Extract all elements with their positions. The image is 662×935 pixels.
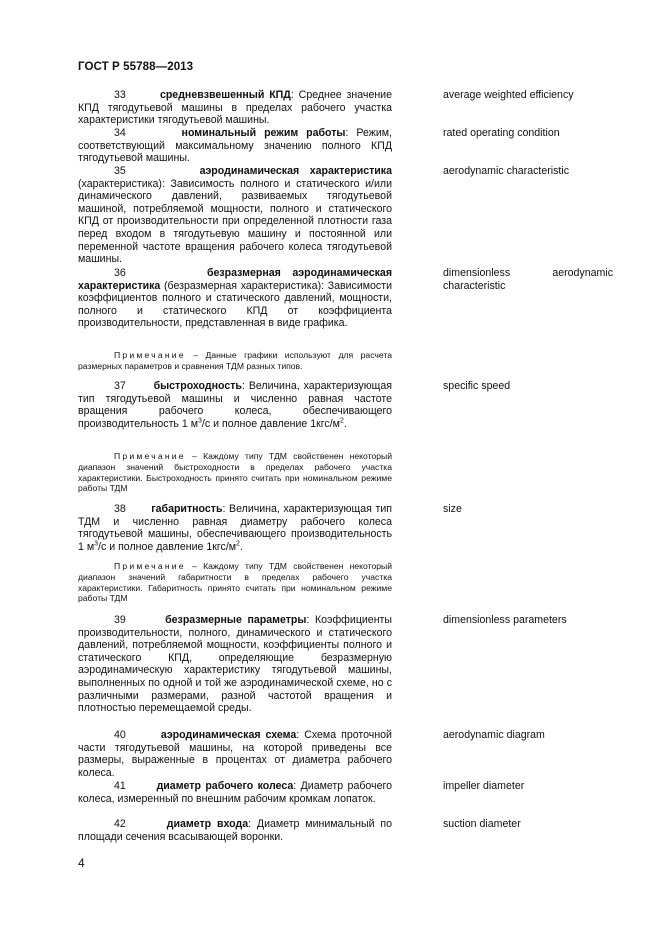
term-definition: : Диаметр рабочего колеса, измеренный по внешним рабочим кромкам лопаток. bbox=[78, 780, 392, 805]
superscript: 2 bbox=[236, 540, 240, 548]
note-text: – Каждому типу ТДМ свойственен некоторый диапазон значений габаритности в пределах рабочего участка характеристики. Габаритность принято считать при номинальном режиме работы ТДМ bbox=[78, 561, 392, 604]
term-name: диаметр рабочего колеса bbox=[156, 780, 294, 792]
term-english-39: dimensionless parameters bbox=[443, 614, 567, 626]
term-definition: : Коэффициенты производительности, полного, динамического и статического давлений, потребляемой мощности, коэффициенты полного и статического КПД, определяющие безразмерную аэродинамическую характеристику тягодутьевой машины, выполненных по одной и той же аэродинамической схеме, но с различными размерами, разной частотой вращения и плотностью перемещаемой среды. bbox=[78, 614, 393, 715]
note-label: Примечание bbox=[114, 561, 186, 571]
term-entry-38 bbox=[78, 503, 392, 553]
term-number: 35 bbox=[114, 165, 126, 177]
term-english-36: dimensionless aerodynamic characteristic bbox=[443, 267, 613, 292]
note-36 bbox=[78, 350, 392, 372]
term-number: 41 bbox=[114, 780, 126, 792]
note-label: Примечание bbox=[114, 451, 186, 461]
term-number: 40 bbox=[114, 729, 126, 741]
term-entry-37 bbox=[78, 380, 392, 430]
term-definition: : Диаметр минимальный по площади сечения всасывающей воронки. bbox=[78, 818, 392, 843]
superscript: 2 bbox=[339, 417, 344, 425]
note-text: – Каждому типу ТДМ свойственен некоторый диапазон значений быстроходности в пределах рабочего участка характеристики. Быстроходность принято считать при номинальном режиме работы ТДМ bbox=[78, 451, 392, 494]
page-number: 4 bbox=[78, 856, 85, 870]
term-name: безразмерная аэродинамическая характеристика bbox=[78, 267, 393, 292]
term-english-42: suction diameter bbox=[443, 818, 521, 830]
term-number: 37 bbox=[114, 380, 126, 392]
term-name: габаритность bbox=[151, 503, 223, 515]
term-number: 33 bbox=[114, 89, 126, 101]
term-entry-34 bbox=[78, 127, 392, 165]
term-definition-end: . bbox=[239, 540, 243, 553]
term-english-35: aerodynamic characteristic bbox=[443, 165, 569, 177]
document-header: ГОСТ Р 55788—2013 bbox=[78, 61, 194, 73]
term-name: аэродинамическая схема bbox=[160, 729, 297, 741]
term-entry-39 bbox=[78, 614, 392, 715]
term-name: номинальный режим работы bbox=[181, 127, 346, 139]
term-number: 42 bbox=[114, 818, 126, 830]
term-definition: : Среднее значение КПД тягодутьевой машины в пределах рабочего участка характеристики тягодутьевой машины. bbox=[78, 89, 392, 127]
superscript: 3 bbox=[198, 417, 202, 425]
term-number: 36 bbox=[114, 267, 126, 279]
note-text: – Данные графики используют для расчета размерных параметров и сравнения ТДМ разных типов. bbox=[78, 350, 392, 371]
term-name: быстроходность bbox=[153, 380, 242, 392]
term-name: аэродинамическая характеристика bbox=[199, 165, 392, 177]
term-definition-cont: /с и полное давление 1кгс/м bbox=[201, 417, 340, 430]
term-english-40: aerodynamic diagram bbox=[443, 729, 545, 741]
term-entry-35 bbox=[78, 165, 392, 266]
term-english-37: specific speed bbox=[443, 380, 511, 392]
term-definition-end: . bbox=[343, 417, 347, 430]
term-definition: : Величина, характеризующая тип ТДМ и численно равная диаметру рабочего колеса тягодутьевой машины, обеспечивающего производительность 1 м bbox=[78, 503, 392, 553]
term-english-34: rated operating condition bbox=[443, 127, 560, 139]
term-definition: (характеристика): Зависимость полного и статического и/или динамического давлений, развиваемых тягодутьевой машиной, потребляемой мощности, полного и статического КПД от производительности при определенной плотности газа перед входом в тягодутьевую машину и постоянной или переменной частоте вращения рабочего колеса тягодутьевой машины. bbox=[78, 177, 392, 266]
term-number: 38 bbox=[114, 503, 126, 515]
term-number: 34 bbox=[114, 127, 126, 139]
term-entry-33 bbox=[78, 89, 392, 127]
term-number: 39 bbox=[114, 614, 126, 626]
superscript: 3 bbox=[94, 540, 99, 548]
term-name: диаметр входа bbox=[166, 818, 249, 830]
term-english-41: impeller diameter bbox=[443, 780, 525, 792]
note-38 bbox=[78, 561, 392, 604]
term-definition: : Режим, соответствующий максимальному значению полного КПД тягодутьевой машины. bbox=[78, 127, 392, 165]
note-37 bbox=[78, 451, 392, 494]
term-entry-42 bbox=[78, 818, 392, 843]
term-definition: (безразмерная характеристика): Зависимости коэффициентов полного и статического давлений, мощности, полного и статического КПД от коэффициента производительности, представленная в виде графика. bbox=[78, 279, 392, 330]
term-name: средневзвешенный КПД bbox=[159, 89, 291, 101]
term-definition: : Величина, характеризующая тип тягодутьевой машины и численно равная частоте вращения рабочего колеса, обеспечивающего производительность 1 м bbox=[78, 380, 392, 430]
note-label: Примечание bbox=[114, 350, 186, 360]
term-name: безразмерные параметры bbox=[165, 614, 307, 626]
term-entry-41 bbox=[78, 780, 392, 805]
term-english-33: average weighted efficiency bbox=[443, 89, 574, 101]
term-entry-36 bbox=[78, 267, 392, 330]
term-english-38: size bbox=[443, 503, 462, 515]
term-definition-cont: /с и полное давление 1кгс/м bbox=[98, 540, 237, 553]
term-definition: : Схема проточной части тягодутьевой машины, на которой приведены все размеры, выраженные в процентах от диаметра рабочего колеса. bbox=[78, 729, 392, 779]
term-entry-40 bbox=[78, 729, 392, 779]
